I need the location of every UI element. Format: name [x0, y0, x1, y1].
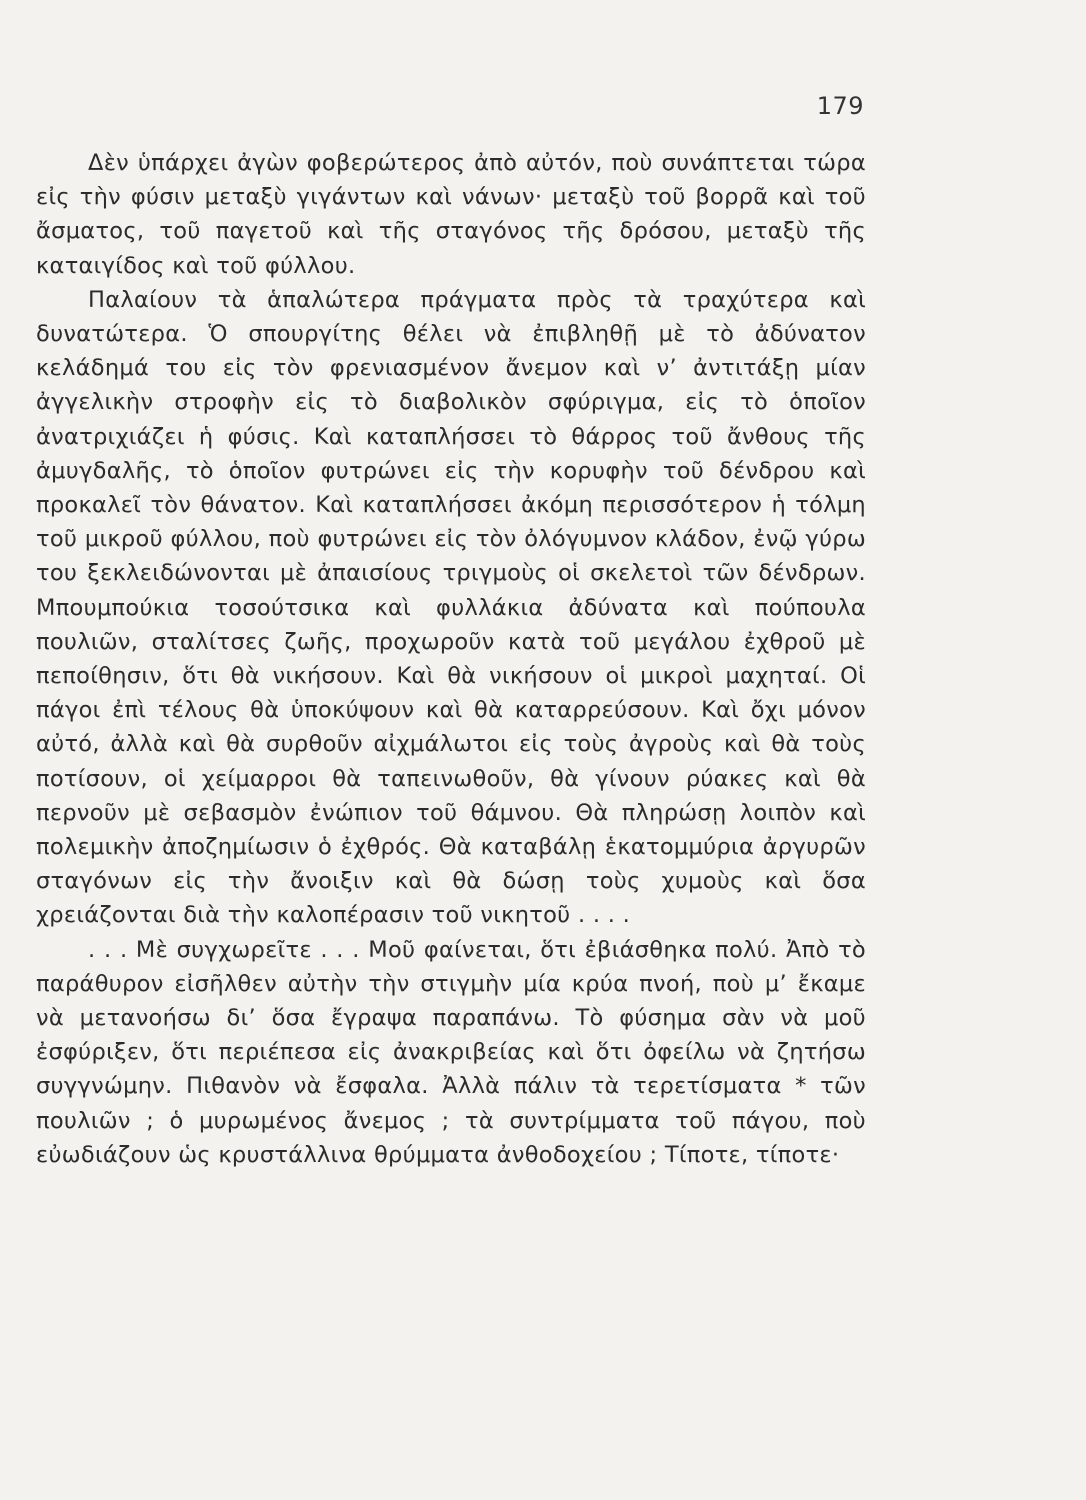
paragraph-3: . . . Μὲ συγχωρεῖτε . . . Μοῦ φαίνεται, ὅτι ἐβιάσθηκα πολύ. Ἀπὸ τὸ παράθυρον εἰσῆλθεν αὐτὴν τὴν στιγμὴν μία κρύα πνοή, ποὺ μ’ ἔκαμε νὰ μετανοήσω δι’ ὅσα ἔγραψα παραπάνω. Τὸ φύσημα σὰν νὰ μοῦ ἐσφύριξεν, ὅτι περιέπεσα εἰς ἀνακριβείας καὶ ὅτι ὀφείλω νὰ ζητήσω συγγνώμην. Πιθανὸν νὰ ἔσφαλα. Ἀλλὰ πάλιν τὰ τερετίσματα * τῶν πουλιῶν ; ὁ μυρωμένος ἄνεμος ; τὰ συντρίμματα τοῦ πάγου, ποὺ εὐωδιάζουν ὡς κρυστάλλινα θρύμματα ἀνθοδοχείου ; Τίποτε, τίποτε· — [36, 936, 866, 1168]
body-text — [36, 146, 866, 1172]
page-number: 179 — [816, 92, 864, 120]
paragraph-1: Δὲν ὑπάρχει ἀγὼν φοβερώτερος ἀπὸ αὐτόν, ποὺ συνάπτεται τώρα εἰς τὴν φύσιν μεταξὺ γιγάντων καὶ νάνων· μεταξὺ τοῦ βορρᾶ καὶ τοῦ ἄσματος, τοῦ παγετοῦ καὶ τῆς σταγόνος τῆς δρόσου, μεταξὺ τῆς καταιγίδος καὶ τοῦ φύλλου. — [36, 150, 866, 279]
paragraph-2: Παλαίουν τὰ ἁπαλώτερα πράγματα πρὸς τὰ τραχύτερα καὶ δυνατώτερα. Ὁ σπουργίτης θέλει νὰ ἐπιβληθῇ μὲ τὸ ἀδύνατον κελάδημά του εἰς τὸν φρενιασμένον ἄνεμον καὶ ν’ ἀντιτάξῃ μίαν ἀγγελικὴν στροφὴν εἰς τὸ διαβολικὸν σφύριγμα, εἰς τὸ ὁποῖον ἀνατριχιάζει ἡ φύσις. Καὶ καταπλήσσει τὸ θάρρος τοῦ ἄνθους τῆς ἀμυγδαλῆς, τὸ ὁποῖον φυτρώνει εἰς τὴν κορυφὴν τοῦ δένδρου καὶ προκαλεῖ τὸν θάνατον. Καὶ καταπλήσσει ἀκόμη περισσότερον ἡ τόλμη τοῦ μικροῦ φύλλου, ποὺ φυτρώνει εἰς τὸν ὀλόγυμνον κλάδον, ἐνῷ γύρω του ξεκλειδώνονται μὲ ἀπαισίους τριγμοὺς οἱ σκελετοὶ τῶν δένδρων. Μπουμπούκια τοσούτσικα καὶ φυλλάκια ἀδύνατα καὶ πούπουλα πουλιῶν, σταλίτσες ζωῆς, προχωροῦν κατὰ τοῦ μεγάλου ἐχθροῦ μὲ πεποίθησιν, ὅτι θὰ νικήσουν. Καὶ θὰ νικήσουν οἱ μικροὶ μαχηταί. Οἱ πάγοι ἐπὶ τέλους θὰ ὑποκύψουν καὶ θὰ καταρρεύσουν. Καὶ ὄχι μόνον αὐτό, ἀλλὰ καὶ θὰ συρθοῦν αἰχμάλωτοι εἰς τοὺς ἀγροὺς καὶ θὰ τοὺς ποτίσουν, οἱ χείμαρροι θὰ ταπεινωθοῦν, θὰ γίνουν ρύακες καὶ θὰ περνοῦν μὲ σεβασμὸν ἐνώπιον τοῦ θάμνου. Θὰ πληρώσῃ λοιπὸν καὶ πολεμικὴν ἀποζημίωσιν ὁ ἐχθρός. Θὰ καταβάλῃ ἑκατομμύρια ἀργυρῶν σταγόνων εἰς τὴν ἄνοιξιν καὶ θὰ δώσῃ τοὺς χυμοὺς καὶ ὅσα χρειάζονται διὰ τὴν καλοπέρασιν τοῦ νικητοῦ . . . . — [36, 286, 866, 929]
